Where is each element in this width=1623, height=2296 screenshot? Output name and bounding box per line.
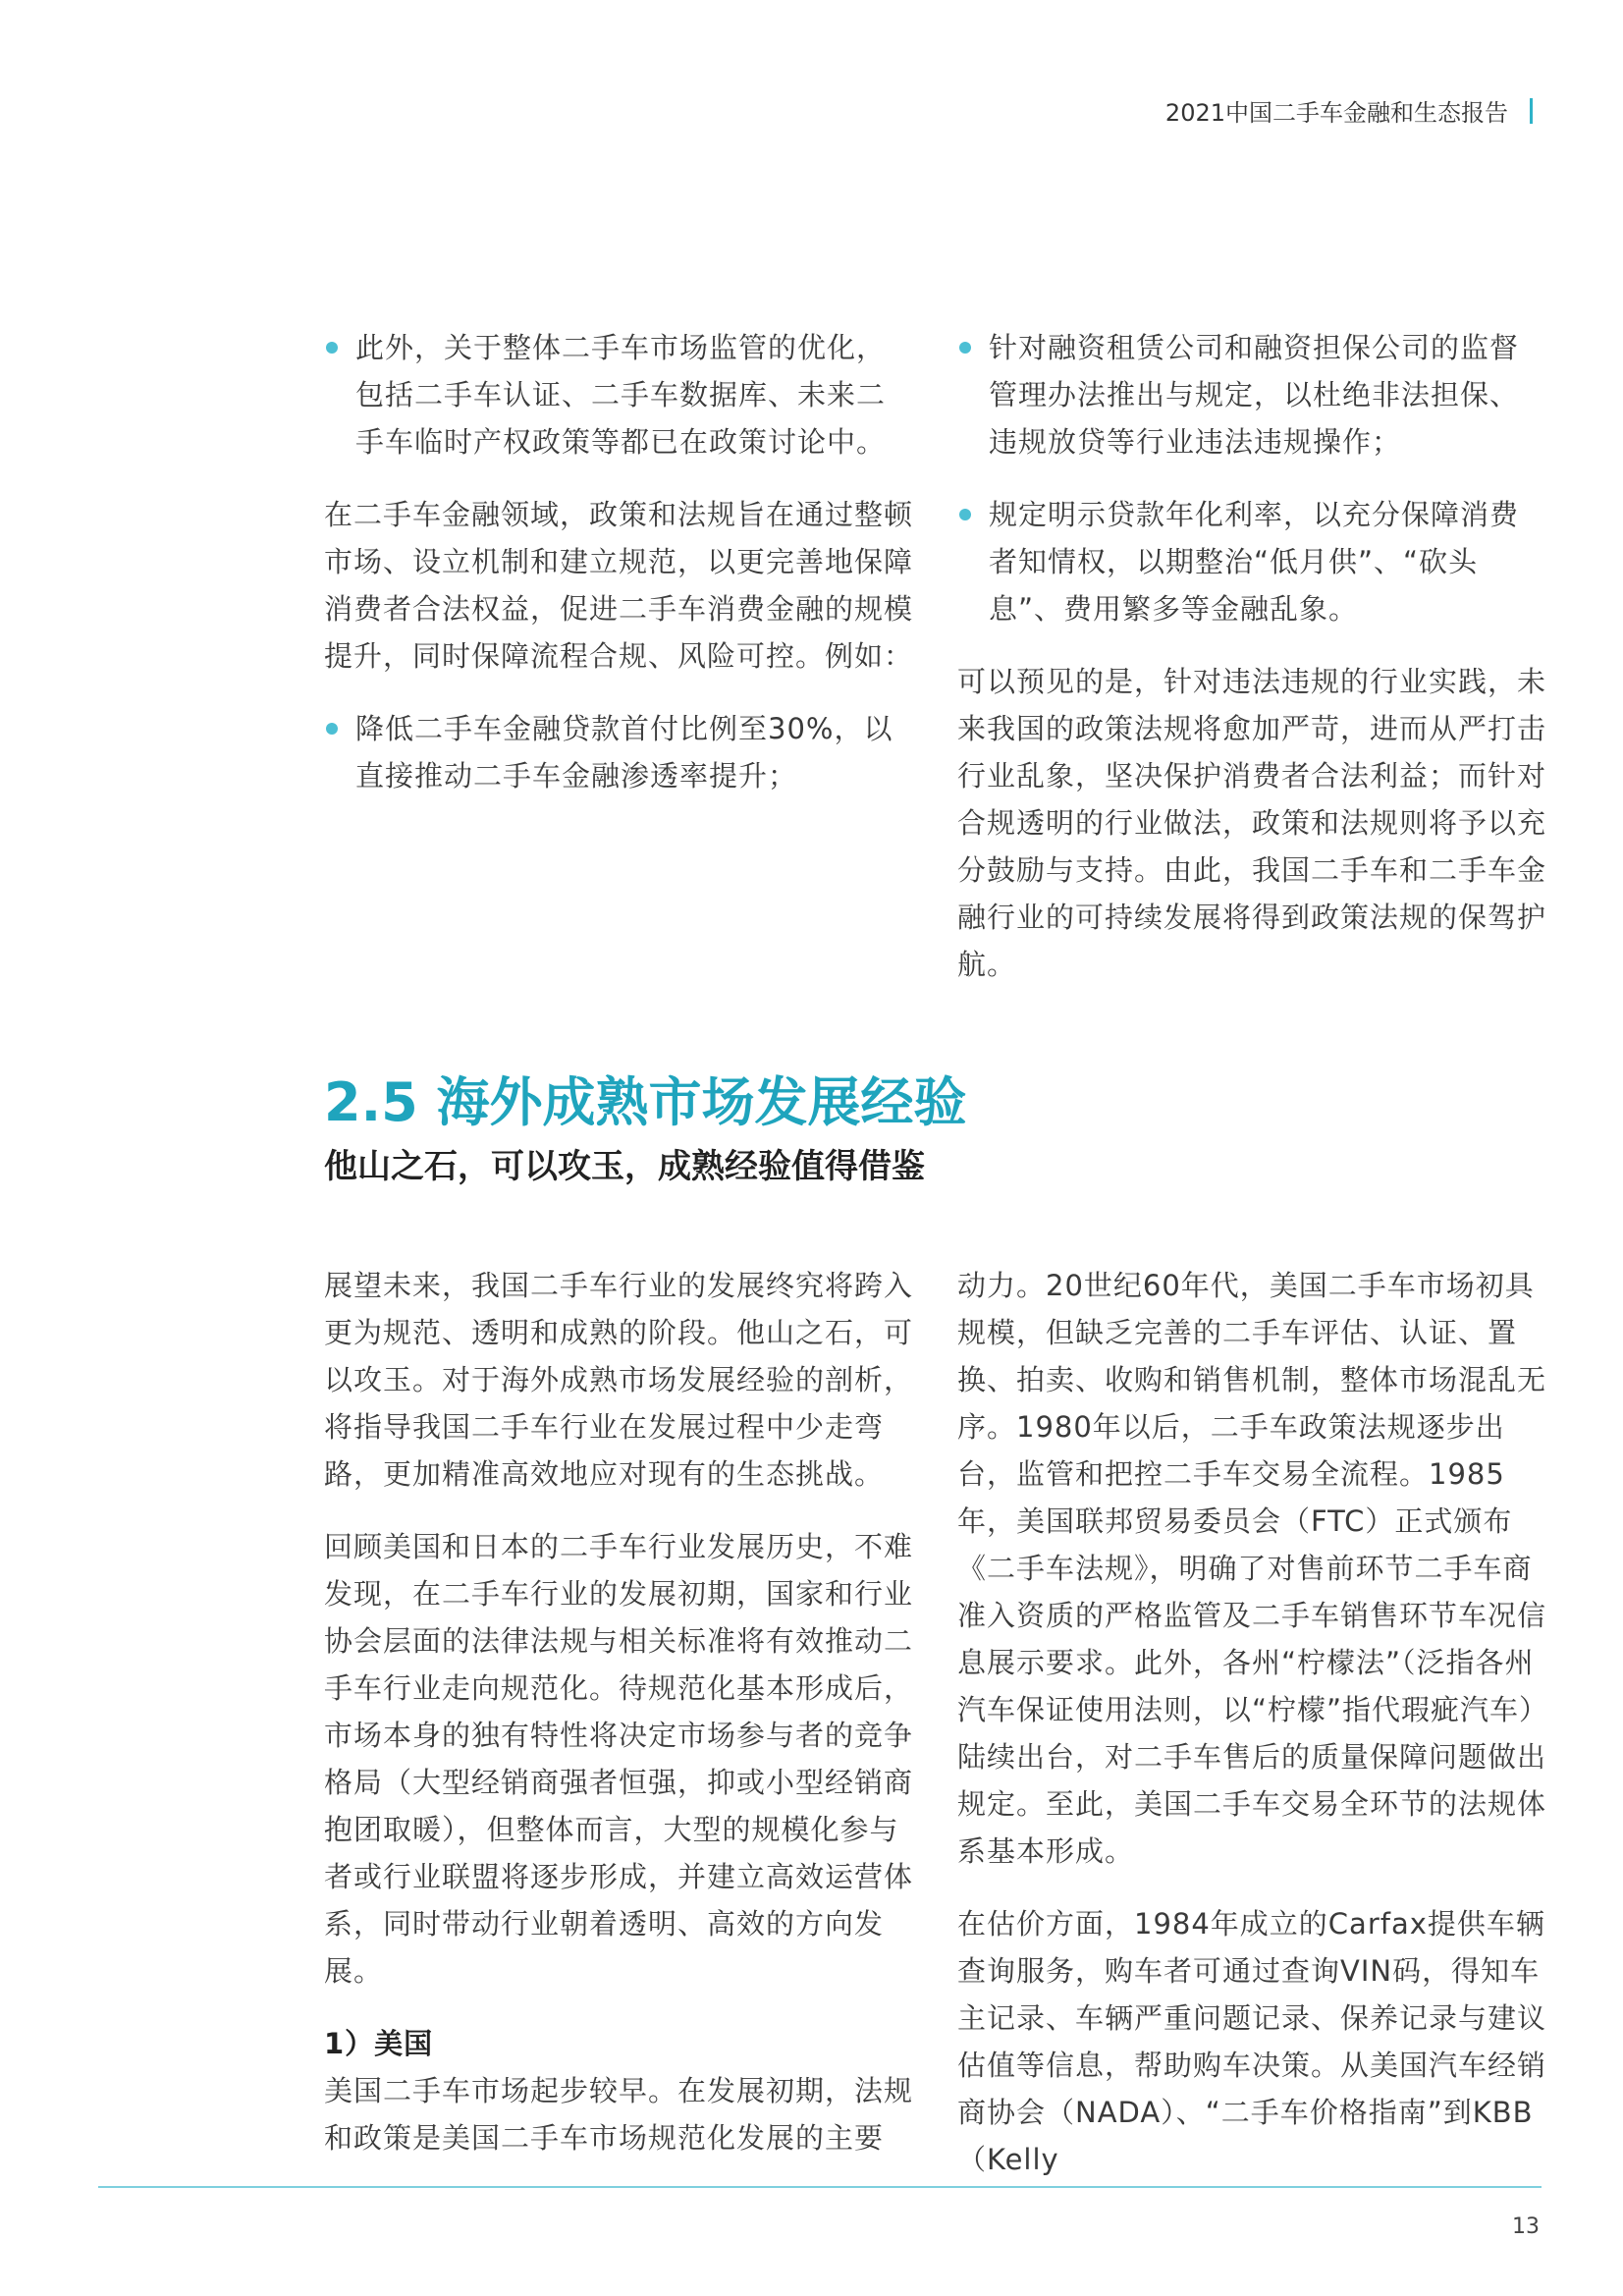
page-number: 13	[1512, 2214, 1540, 2239]
paragraph: 在估价方面，1984年成立的Carfax提供车辆查询服务，购车者可通过查询VIN码，得知车主记录、车辆严重问题记录、保养记录与建议估值等信息，帮助购车决策。从美国汽车经销商协会（NADA）、“二手车价格指南”到KBB（Kelly	[957, 1907, 1547, 2176]
subsection-heading: 1）美国	[324, 2027, 434, 2060]
top-right-column	[957, 324, 1546, 1013]
paragraph: 回顾美国和日本的二手车行业发展历史，不难发现，在二手车行业的发展初期，国家和行业协会层面的法律法规与相关标准将有效推动二手车行业走向规范化。待规范化基本形成后，市场本身的独有特性将决定市场参与者的竞争格局（大型经销商强者恒强，抑或小型经销商抱团取暖），但整体而言，大型的规模化参与者或行业联盟将逐步形成，并建立高效运营体系，同时带动行业朝着透明、高效的方向发展。	[324, 1530, 914, 1988]
footer-divider	[98, 2186, 1542, 2188]
paragraph: 可以预见的是，针对违法违规的行业实践，未来我国的政策法规将愈加严苛，进而从严打击行业乱象，坚决保护消费者合法利益；而针对合规透明的行业做法，政策和法规则将予以充分鼓励与支持。由此，我国二手车和二手车金融行业的可持续发展将得到政策法规的保驾护航。	[957, 665, 1547, 981]
bullet-dot-icon	[959, 509, 971, 520]
header-accent-bar	[1530, 98, 1533, 124]
bottom-left-column	[324, 1262, 913, 2161]
section-title: 2.5 海外成熟市场发展经验	[324, 1071, 967, 1133]
list-item: 针对融资租赁公司和融资担保公司的监督管理办法推出与规定，以杜绝非法担保、违规放贷等行业违法违规操作；	[957, 324, 1546, 465]
paragraph: 在二手车金融领域，政策和法规旨在通过整顿市场、设立机制和建立规范，以更完善地保障消费者合法权益，促进二手车消费金融的规模提升，同时保障流程合规、风险可控。例如：	[324, 498, 914, 673]
paragraph: 展望未来，我国二手车行业的发展终究将跨入更为规范、透明和成熟的阶段。他山之石，可以攻玉。对于海外成熟市场发展经验的剖析，将指导我国二手车行业在发展过程中少走弯路，更加精准高效地应对现有的生态挑战。	[324, 1269, 914, 1491]
list-item: 规定明示贷款年化利率，以充分保障消费者知情权，以期整治“低月供”、“砍头息”、费用繁多等金融乱象。	[957, 491, 1546, 632]
list-item: 降低二手车金融贷款首付比例至30%，以直接推动二手车金融渗透率提升；	[324, 705, 913, 799]
report-title: 2021中国二手车金融和生态报告	[1164, 99, 1508, 127]
bullet-dot-icon	[326, 342, 338, 354]
bottom-right-column	[957, 1262, 1556, 2209]
top-left-column	[324, 324, 913, 825]
bullet-dot-icon	[326, 723, 338, 735]
section-subtitle: 他山之石，可以攻玉，成熟经验值得借鉴	[324, 1147, 925, 1186]
bullet-dot-icon	[959, 342, 971, 354]
bullet-list	[324, 705, 913, 799]
page-header	[1165, 93, 1533, 128]
paragraph: 美国二手车市场起步较早。在发展初期，法规和政策是美国二手车市场规范化发展的主要	[324, 2074, 914, 2155]
bullet-list	[957, 324, 1546, 632]
bullet-list	[324, 324, 913, 465]
paragraph: 动力。20世纪60年代，美国二手车市场初具规模，但缺乏完善的二手车评估、认证、置换、拍卖、收购和销售机制，整体市场混乱无序。1980年以后，二手车政策法规逐步出台，监管和把控二手车交易全流程。1985年，美国联邦贸易委员会（FTC）正式颁布《二手车法规》，明确了对售前环节二手车商准入资质的严格监管及二手车销售环节车况信息展示要求。此外，各州“柠檬法”（泛指各州汽车保证使用法则，以“柠檬”指代瑕疵汽车）陆续出台，对二手车售后的质量保障问题做出规定。至此，美国二手车交易全环节的法规体系基本形成。	[957, 1269, 1549, 1868]
list-item: 此外，关于整体二手车市场监管的优化，包括二手车认证、二手车数据库、未来二手车临时产权政策等都已在政策讨论中。	[324, 324, 913, 465]
